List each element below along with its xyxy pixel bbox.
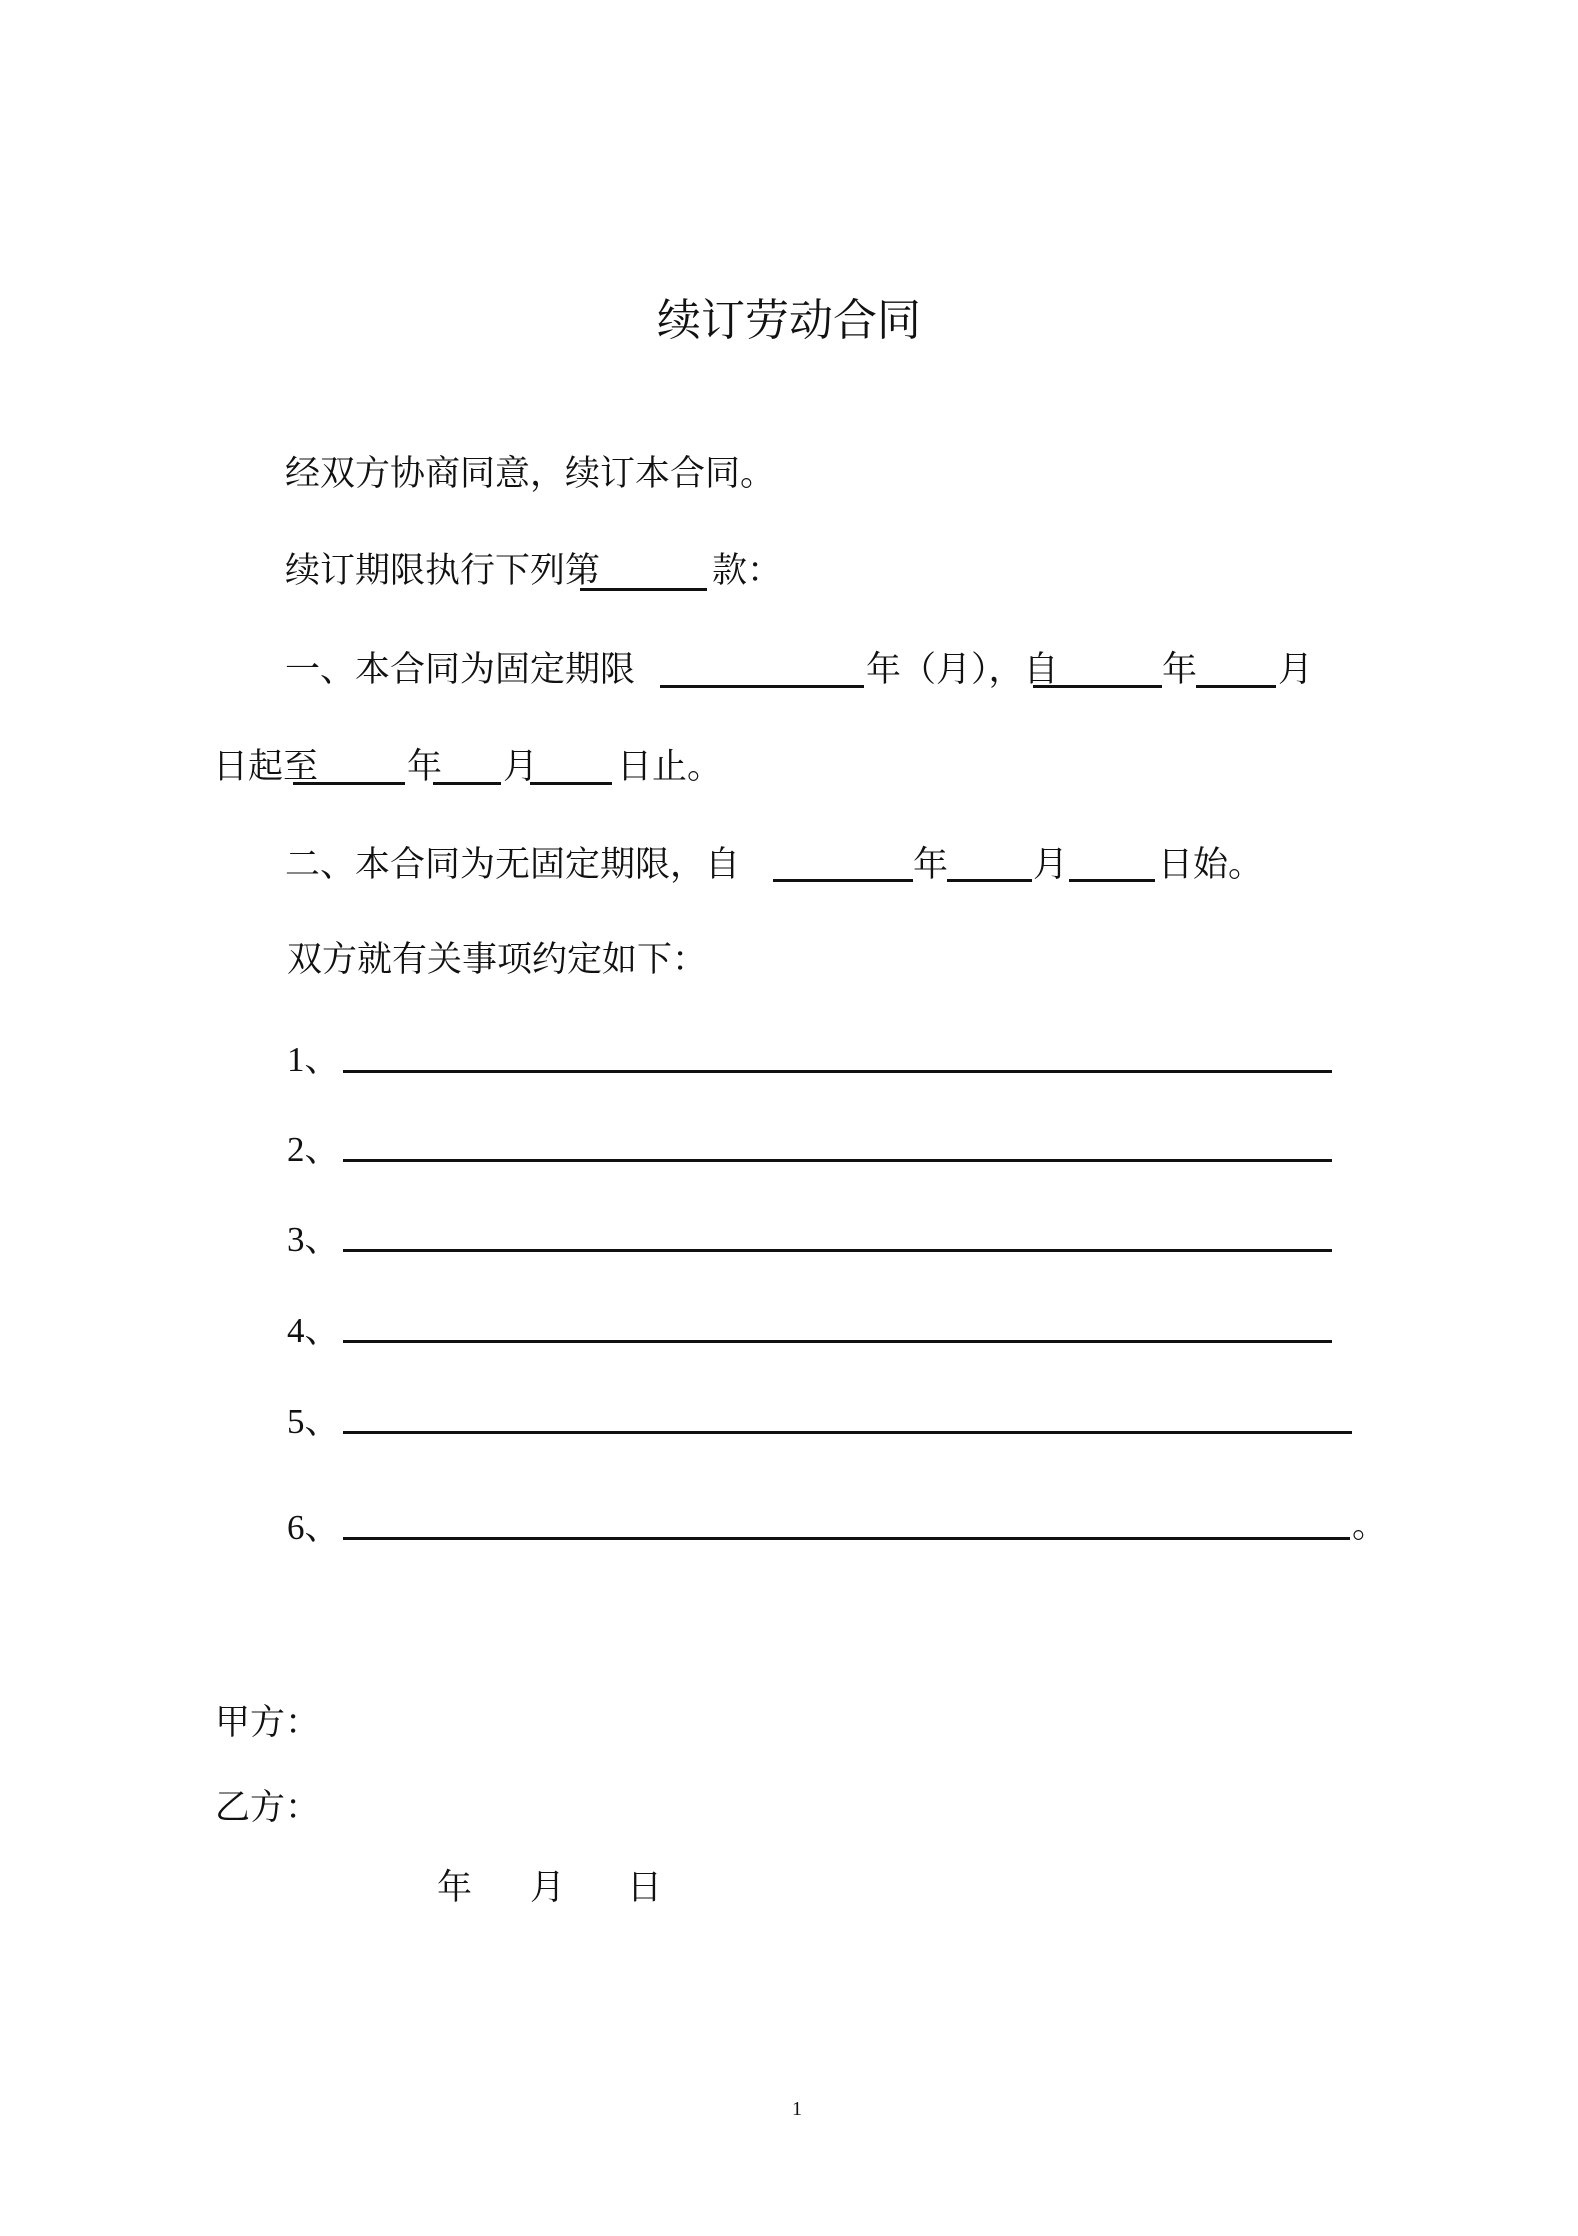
- date-month-label: 月: [530, 1868, 566, 1907]
- party-b-label: 乙方：: [215, 1788, 321, 1827]
- clause-select-prefix: 续订期限执行下列第: [285, 551, 601, 590]
- item-label: 3、: [287, 1220, 340, 1259]
- open-start-month-blank[interactable]: [947, 879, 1032, 882]
- document-title: 续订劳动合同: [657, 296, 921, 345]
- option-one-month-label: 月: [1278, 650, 1314, 689]
- open-start-year-blank[interactable]: [773, 879, 913, 882]
- option-two-prefix: 二、本合同为无固定期限，自: [285, 845, 741, 884]
- date-year-label: 年: [437, 1868, 473, 1907]
- fixed-term-blank[interactable]: [660, 685, 864, 688]
- item-blank[interactable]: [343, 1159, 1332, 1162]
- intro-text: 经双方协商同意，续订本合同。: [285, 454, 776, 493]
- clause-number-blank[interactable]: [580, 588, 707, 591]
- item-blank[interactable]: [343, 1537, 1350, 1540]
- end-year-blank[interactable]: [293, 782, 405, 785]
- item-label: 6、: [287, 1508, 340, 1547]
- item-label: 4、: [287, 1311, 340, 1350]
- item-blank[interactable]: [343, 1249, 1332, 1252]
- page-number: 1: [792, 2098, 802, 2120]
- option-one-end: 日止。: [617, 747, 723, 786]
- item-label: 1、: [287, 1040, 340, 1079]
- option-one-line2-prefix: 日起至: [213, 747, 319, 786]
- end-day-blank[interactable]: [530, 782, 612, 785]
- item-blank[interactable]: [343, 1431, 1352, 1434]
- item-end-mark: 。: [1352, 1506, 1388, 1545]
- date-day-label: 日: [627, 1868, 663, 1907]
- item-label: 5、: [287, 1402, 340, 1441]
- option-one-year2-label: 年: [407, 747, 443, 786]
- start-year-blank[interactable]: [1033, 685, 1162, 688]
- option-two-year-label: 年: [913, 845, 949, 884]
- party-a-label: 甲方：: [215, 1703, 321, 1742]
- option-two-end: 日始。: [1158, 845, 1264, 884]
- option-one-year-label: 年: [1162, 650, 1198, 689]
- item-blank[interactable]: [343, 1070, 1332, 1073]
- agreement-intro: 双方就有关事项约定如下：: [287, 940, 708, 979]
- option-one-prefix: 一、本合同为固定期限: [285, 650, 636, 689]
- item-label: 2、: [287, 1130, 340, 1169]
- start-month-blank[interactable]: [1196, 685, 1276, 688]
- option-one-unit: 年（月），自: [866, 650, 1059, 689]
- item-blank[interactable]: [343, 1340, 1332, 1343]
- end-month-blank[interactable]: [433, 782, 501, 785]
- open-start-day-blank[interactable]: [1069, 879, 1155, 882]
- option-two-month-label: 月: [1033, 845, 1069, 884]
- clause-select-suffix: 款：: [712, 551, 783, 590]
- option-one-month2-label: 月: [503, 747, 539, 786]
